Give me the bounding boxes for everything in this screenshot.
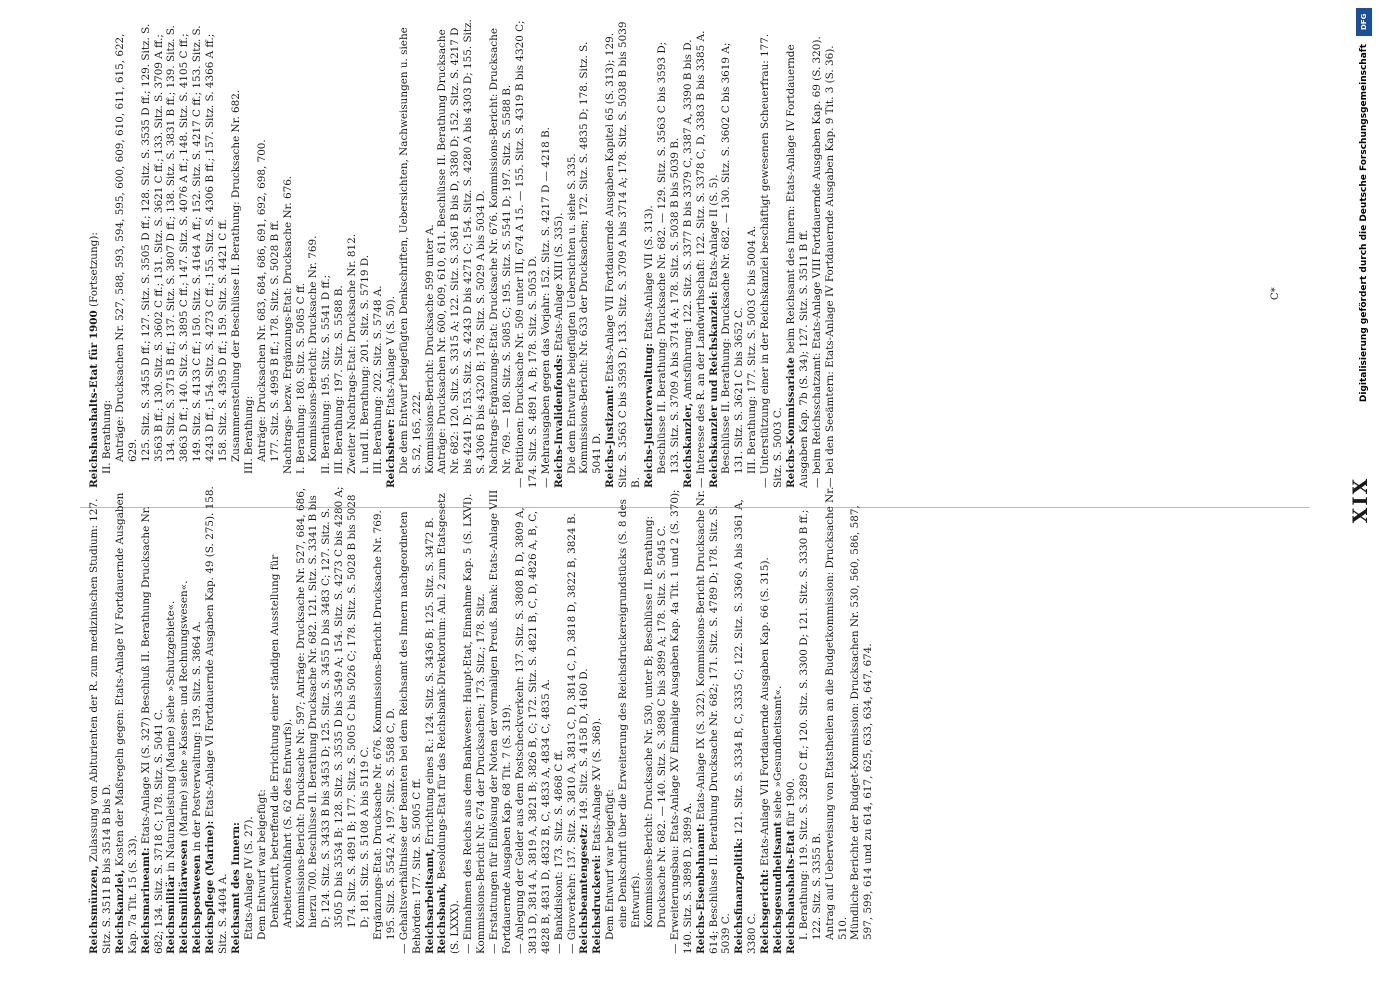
index-entry [746, 18, 759, 488]
index-entry [372, 18, 385, 488]
index-entry [398, 484, 424, 954]
index-entry [849, 484, 875, 954]
entry-text: siehe »Gesundheitsamt«. [772, 685, 785, 819]
entry-text: Etats-Anlage XI (S. 327) Beschluß II. Berathung Drucksache Nr. 682; 134. Sitz. S. 3718 C; 178. Sitz. S. 5041 C. [139, 506, 165, 954]
entry-text: Einnahmen des Reichs aus dem Bankwesen: Haupt-Etat, Einnahme Kap. 5 (S. LXVI). Kommissions-Bericht Nr. 674 der Drucksachen; 173. Sitz.; 178. Sitz. [462, 493, 488, 954]
entry-text: Etats-Anlage VII Fortdauernde Ausgaben Kapitel 65 (S. 313); 129. Sitz. S. 3563 C bis 3593 D; 133. Sitz. S. 3709 A bis 3714 A; 178. Sitz. S. 5038 B bis 5039 B. [604, 21, 643, 488]
entry-text: Anlegung der Gelder aus dem Postscheckverkehr: 137. Sitz. S. 3808 B, D, 3809 A, 3813 D, 3814 A, 3819 A, 3821 B; 3826 B, C; 172. Sitz. S. 4821 B, C, D, 4826 A, B, C, 4828 B, 4831 D, 4832 B, C, 4833 A, 4834 C, 4835 A. [513, 507, 552, 954]
index-entry [101, 18, 114, 488]
entry-text: beim Reichsschatzamt: Etats-Anlage VIII Fortdauernde Ausgaben Kap. 69 (S. 320). [810, 36, 823, 475]
entry-text: Etats-Anlage VI Fortdauernde Ausgaben Kap. 49 (S. 275). 158. Sitz. S. 4404 A. [204, 486, 230, 954]
index-entry [372, 484, 398, 954]
entry-heading: Reichsfinanzpolitik: [733, 837, 746, 954]
entry-text: I. Berathung: 119. Sitz. S. 3289 C ff.; 120. Sitz. S. 3300 D; 121. Sitz. S. 3330 B ff.; 122. Sitz. S. 3355 B. [797, 509, 823, 940]
entry-text: Etats-Anlage IV (S. 27). [242, 816, 255, 940]
entry-text: Beschlüsse II. Berathung: Drucksache Nr. 682. — 129. Sitz. S. 3563 C bis 3593 D; 133. Sitz. S. 3709 A bis 3714 A; 178. Sitz. S. 5038 B bis 5039 B. [655, 41, 681, 474]
entry-text: Errichtung eines R.: 124. Sitz. S. 3436 B; 125. Sitz. S. 3472 B. [423, 517, 436, 845]
index-entry [165, 484, 178, 954]
entry-text: Denkschrift, betreffend die Errichtung einer ständigen Ausstellung für Arbeiterwohlfahrt (S. 62 des Entwurfs). [268, 554, 294, 928]
index-entry [424, 18, 437, 488]
entry-text: Dem Entwurf war beigefügt: [604, 789, 617, 940]
entry-heading: Reichshaushalts-Etat für 1900 [88, 310, 100, 488]
entry-text: III. Berathung: 177. Sitz. S. 5003 C bis 5004 A. [746, 225, 759, 474]
right-column [88, 18, 837, 488]
entry-text: beim Reichsamt des Innern: Etats-Anlage IV Fortdauernde Ausgaben Kap. 7b (S. 34); 127. Sitz. S. 3511 B ff. [784, 44, 810, 488]
index-entry [295, 484, 372, 954]
index-entry [295, 18, 308, 488]
dfg-credit-text: Digitalisierung gefördert durch die Deutsche Forschungsgemeinschaft [1359, 44, 1369, 403]
entry-text: Dem Entwurf war beigefügt: [255, 789, 268, 940]
entry-text: Antrag auf Ueberweisung von Etatstheilen an die Budgetkommission: Drucksache Nr. 510. [823, 486, 849, 940]
index-entry [785, 484, 798, 954]
dfg-logo: DFG [1356, 8, 1372, 36]
entry-text: Zweiter Nachtrags-Etat: Drucksache Nr. 812. [346, 234, 359, 474]
index-entry [462, 484, 488, 954]
entry-text: Anträge: Drucksachen Nr. 683, 684, 686, 691, 692, 698, 700. [255, 139, 268, 462]
entry-text: Gehaltsverhältnisse der Beamten bei dem Reichsamt des Innern nachgeordneten Behörden: 177. Sitz. S. 5005 C ff. [397, 511, 423, 954]
index-entry [359, 18, 372, 488]
entry-text: Kosten der Maßregeln gegen: Etats-Anlage IV Fortdauernde Ausgaben Kap. 7a Tit. 15 (S. 33). [113, 492, 139, 954]
entry-heading: Reichs-Kommissariate [784, 357, 797, 488]
entry-text: bei den Seeämtern: Etats-Anlage IV Fortdauernde Ausgaben Kap. 9 Tit. 3 (S. 36). [823, 45, 836, 475]
entry-heading: Reichskanzlei, [113, 869, 126, 954]
dfg-sidebar [1353, 8, 1375, 998]
index-entry [114, 18, 140, 488]
index-entry [656, 18, 682, 488]
entry-text: Bankdiskont: 173. Sitz. S. 4868 C ff. [552, 750, 565, 941]
entry-text: Kommissions-Bericht: Nr. 633 der Drucksachen; 172. Sitz. S. 4835 D; 178. Sitz. S. 5041 D. [578, 41, 604, 474]
entry-text: Zusammenstellung der Beschlüsse II. Berathung: Drucksache Nr. 682. [229, 89, 242, 462]
index-entry [604, 18, 643, 488]
entry-text: 125. Sitz. S. 3455 D ff.; 127. Sitz. S. 3505 D ff.; 128. Sitz. S. 3535 D ff.; 129. Sitz. S. 3563 B ff.; 130. Sitz. S. 3602 C ff.; 131. Sitz. S. 3621 C ff.; 133. Sitz. S. 3709 A ff.; 134. Sitz. S. 3715 B ff.; 137. Sitz. S. 3807 D ff.; 138. Sitz. S. 3831 B ff.; 139. Sitz. S. 3863 D ff.; 140. Sitz. S. 3895 C ff.; 147. Sitz. S. 4076 A ff.; 148. Sitz. S. 4105 C ff.; 149. Sitz. S. 4133 C ff.; 150. Sitz. S. 4164 A ff.; 152. Sitz. S. 4217 C ff.; 153. Sitz. S. 4243 D ff.; 154. Sitz. S. 4273 C ff.; 155. Sitz. S. 4306 B ff.; 157. Sitz. S. 4366 A ff.; 158. Sitz. S. 4395 D ff.; 159. Sitz. S. 4421 C ff. [139, 23, 230, 462]
index-entry [88, 484, 114, 954]
index-entry [824, 484, 850, 954]
entry-heading: Reichsarbeitsamt, [423, 848, 436, 954]
entry-text: III. Berathung: 197. Sitz. S. 5588 B. [333, 285, 346, 474]
entry-text: II. Berathung: [100, 399, 113, 474]
entry-text: II. Berathung: 195. Sitz. S. 5541 D ff.; [320, 274, 333, 474]
entry-text: Kommissions-Bericht: Drucksache Nr. 769. [307, 235, 320, 462]
entry-heading: Reichsdruckerei: [591, 854, 604, 954]
index-entry [578, 18, 604, 488]
index-entry [759, 18, 785, 488]
index-entry [811, 18, 824, 488]
entry-text: Die dem Entwurf beigefügten Denkschriften, Uebersichten, Nachweisungen u. siehe S. 52, 165, 222. [397, 27, 423, 474]
entry-text: Amtsführung: 122. Sitz. S. 3377 B bis 3379 C, 3387 A, 3390 B bis D. [681, 39, 694, 400]
entry-text: Nachtrags- bezw. Ergänzungs-Etat: Drucksache Nr. 676. [281, 175, 294, 474]
entry-heading: Reichs-Justizamt: [604, 385, 617, 488]
entry-text: III. Berathung: [242, 395, 255, 474]
index-entry [695, 18, 708, 488]
entry-text: Mehrausgaben gegen das Vorjahr: 152. Sitz. S. 4217 D — 4218 B. [539, 127, 552, 475]
entry-text: Kommissions-Bericht: Drucksache Nr. 597; Anträge: Drucksache Nr. 527, 684, 686, hierzu 700. Beschlüsse II. Berathung Drucksache Nr. 682. 121. Sitz. S. 3341 B bis D; 124. Sitz. S. 3433 B bis 3453 D; 125. Sitz. S. 3455 D bis 3483 C; 127. Sitz. S. 3505 D bis 3534 B; 128. Sitz. S. 3535 D bis 3549 A; 154. Sitz. S. 4273 C bis 4280 A; 174. Sitz. S. 4891 B; 177. Sitz. S. 5005 C bis 5026 C; 178. Sitz. S. 5028 B bis 5028 D; 181. Sitz. S. 5108 A bis 5119 C. [294, 486, 372, 928]
entry-heading: Reichsmilitär [165, 875, 178, 954]
entry-heading: Reichskanzler, [681, 402, 694, 488]
index-entry [824, 18, 837, 488]
index-entry [230, 18, 243, 488]
index-entry [256, 18, 269, 488]
entry-heading: Reichsgericht: [759, 869, 772, 954]
entry-text: Etats-Anlage XIII (S. 335). [552, 212, 565, 352]
entry-heading: Reichsmünzen, [88, 865, 100, 954]
entry-heading: Reichsbank, [436, 882, 449, 954]
index-entry [191, 484, 204, 954]
index-entry [320, 18, 333, 488]
index-entry [488, 484, 514, 954]
entry-heading: Reichs-Invalidenfonds: [552, 354, 565, 488]
entry-text: Kommissions-Bericht: Drucksache 599 unter A. [423, 224, 436, 474]
index-entry [140, 18, 230, 488]
index-entry [785, 18, 811, 488]
index-entry [604, 484, 617, 954]
index-entry [204, 484, 230, 954]
entry-text: Zulassung von Abiturienten der R. zum medizinischen Studium: 127. Sitz. S. 3511 B bis 3514 B bis D. [88, 498, 113, 954]
entry-text: Giroverkehr: 137. Sitz. S. 3810 A, 3813 C, D, 3814 C, D, 3818 D, 3822 B, 3824 B. [565, 513, 578, 941]
index-entry [772, 484, 785, 954]
entry-text: Die dem Entwurfe beigefügten Uebersichten u. siehe S. 335. [565, 153, 578, 474]
index-entry [140, 484, 166, 954]
entry-text: 121. Sitz. S. 3334 B, C, 3335 C; 122. Sitz. S. 3360 A bis 3361 A, 3380 C. [733, 499, 759, 954]
page-number: XIX [1348, 476, 1372, 524]
index-entry [759, 484, 772, 954]
index-entry [282, 18, 295, 488]
index-entry [578, 484, 591, 954]
index-entry [114, 484, 140, 954]
index-entry [643, 484, 669, 954]
entry-text: eine Denkschrift über die Erweiterung des Reichsdruckereigrundstücks (S. 8 des Entwurfs). [617, 499, 643, 928]
index-entry [682, 18, 695, 488]
index-entry [243, 18, 256, 488]
entry-text: Etats-Anlage XV (S. 368). [591, 717, 604, 852]
index-entry [88, 18, 101, 488]
index-entry [424, 484, 437, 954]
entry-text: Erstattungen für Einlösung der Noten der vormaligen Preuß. Bank: Etats-Anlage VIII Fortdauernde Ausgaben Kap. 68 Tit. 7 (S. 319). [488, 489, 513, 954]
entry-text: (Marine) siehe »Kassen- und Rechnungswesen«. [178, 580, 191, 837]
index-entry [514, 484, 553, 954]
index-entry [553, 18, 566, 488]
entry-heading: Reichsheer: [384, 418, 397, 488]
index-entry [591, 484, 604, 954]
index-entry [566, 18, 579, 488]
entry-heading: Reichspostwesen [191, 854, 204, 954]
index-entry [436, 18, 488, 488]
index-entry [230, 484, 243, 954]
entry-text: Etats-Anlage VII Fortdauernde Ausgaben Kap. 66 (S. 315). [759, 557, 772, 866]
entry-heading: Reichskanzler und Reichskanzlei: [707, 291, 720, 488]
entry-heading: Reichsbeamtengesetz: [578, 823, 591, 954]
entry-text: in Naturalleistung (Marine) siehe »Schutzgebiete«. [165, 600, 178, 872]
entry-text: Anträge: Drucksachen Nr. 527, 588, 593, 594, 595, 600, 609, 610, 611, 615, 622, 629. [113, 33, 139, 462]
entry-heading: Reichshaushalts-Etat [784, 829, 797, 954]
entry-text: Ergänzungs-Etat: Drucksache Nr. 676. Kommissions-Bericht Drucksache Nr. 769. 195. Sitz. S. 5542 A; 197. Sitz. S. 5588 C, D. [371, 510, 397, 940]
index-entry [617, 484, 643, 954]
entry-text: Unterstützung einer in der Reichskanzlei beschäftigt gewesenen Scheuerfrau: 177. Sitz. S. 5003 C. [759, 33, 785, 488]
index-entry [436, 484, 462, 954]
index-entry [540, 18, 553, 488]
index-entry [514, 18, 540, 488]
entry-text: I. und II. Berathung: 201. Sitz. S. 5719 D. [359, 254, 372, 474]
entry-text: Petitionen: Drucksache Nr. 509 unter III, 674 A 15. — 155. Sitz. S. 4319 B bis 4320 C; 174. Sitz. S. 4891 A, B; 178. Sitz. S. 5053 D. [513, 20, 539, 488]
index-entry [256, 484, 269, 954]
entry-text: Etats-Anlage VII (S. 313). [642, 205, 655, 340]
entry-text: Etats-Anlage II (S. 5). [707, 174, 720, 289]
entry-text: III. Berathung: 202. Sitz. S. 5748 A. [371, 285, 384, 474]
entry-heading: Reichsmarineamt: [139, 847, 152, 954]
entry-text: für 1900. [784, 778, 797, 827]
entry-text: 149. Sitz. S. 4158 D, 4160 D. [578, 668, 591, 821]
entry-text: in der Postverwaltung: 139. Sitz. S. 3864 A. [191, 621, 204, 852]
index-entry [398, 18, 424, 488]
index-entry [488, 18, 514, 488]
index-entry [333, 18, 346, 488]
entry-text: Interesse des R. an der Landwirthschaft: 122. Sitz. S. 3378 C, D, 3383 B bis 3385 A. [694, 30, 707, 475]
index-entry [643, 18, 656, 488]
entry-text: Erweiterungsbau: Etats-Anlage XV Einmalige Ausgaben Kap. 4a Tit. 1 und 2 (S. 370); 140. Sitz. S. 3898 D, 3899 A. [668, 489, 694, 954]
entry-heading: Reichsamt des Innern: [229, 822, 242, 954]
index-entry [243, 484, 256, 954]
entry-text: Besoldungs-Etat für das Reichsbank-Direktorium: Anl. 2 zum Etatsgesetz (S. LXXX). [436, 493, 462, 954]
entry-text: I. Berathung: 180. Sitz. S. 5085 C ff. [294, 282, 307, 474]
index-entry [307, 18, 320, 488]
entry-text: 177. Sitz. S. 4995 B ff.; 178. Sitz. S. 5028 B ff. [268, 220, 281, 462]
left-column [88, 484, 875, 954]
entry-text: Kommissions-Bericht: Drucksache Nr. 530, unter B; Beschlüsse II. Berathung: Drucksache Nr. 682. — 140. Sitz. S. 3898 C bis 3899 A; 178. Sitz. S. 5045 C. [642, 515, 668, 928]
entry-text: Nachtrags-Ergänzungs-Etat: Drucksache Nr. 676. Kommissions-Bericht: Drucksache Nr. 769. — 180. Sitz. S. 5085 C; 195. Sitz. S. 5541 D; 197. Sitz. S. 5588 B. [488, 28, 513, 474]
index-entry [385, 18, 398, 488]
entry-heading: Reichsgesundheitsamt [772, 821, 785, 954]
entry-heading: Reichs-Eisenbahnamt: [694, 823, 707, 954]
entry-text: (Fortsetzung): [88, 232, 100, 307]
index-entry [346, 18, 359, 488]
index-entry [566, 484, 579, 954]
printer-signature: C* [1270, 287, 1281, 300]
entry-heading: Reichs-Justizverwaltung: [642, 343, 655, 488]
entry-text: Anträge: Drucksachen Nr. 600, 609, 610, 611. Beschlüsse II. Berathung Drucksache Nr. 682: 120. Sitz. S. 3315 A; 122. Sitz. S. 3361 B bis D, 3380 D; 152. Sitz. S. 4217 D bis 4241 D; 153. Sitz. S. 4243 D bis 4271 C; 154. Sitz. S. 4280 A bis 4303 D; 155. Sitz. S. 4306 B bis 4320 B; 178. Sitz. S. 5029 A bis 5034 D. [436, 19, 488, 474]
entry-text: Beschlüsse II. Berathung: Drucksache Nr. 682. — 130. Sitz. S. 3602 C bis 3619 A; 131. Sitz. S. 3621 C bis 3652 C. [720, 42, 746, 474]
index-entry [669, 484, 695, 954]
entry-text: Etats-Anlage IX (S. 322). Kommissions-Bericht Drucksache Nr. 614; Beschlüsse II. Berathung Drucksache Nr. 682; 171. Sitz. S. 4789 D; 178. Sitz. S. 5039 C. [694, 490, 733, 954]
index-entry [553, 484, 566, 954]
index-entry [269, 484, 295, 954]
index-entry [733, 484, 759, 954]
index-entry [720, 18, 746, 488]
entry-text: Mündliche Berichte der Budget-Kommission: Drucksachen Nr. 530, 560, 586, 587, 597, 599, 614 und zu 614, 617, 625, 633, 634, 647, 674. [849, 505, 875, 940]
entry-heading: Reichspflege (Marine): [204, 820, 217, 954]
entry-heading: Reichsmilitärwesen [178, 839, 191, 954]
index-entry [695, 484, 734, 954]
entry-text: Etats-Anlage V (S. 50). [384, 296, 397, 416]
index-entry [269, 18, 282, 488]
index-entry [178, 484, 191, 954]
index-entry [798, 484, 824, 954]
index-entry [708, 18, 721, 488]
